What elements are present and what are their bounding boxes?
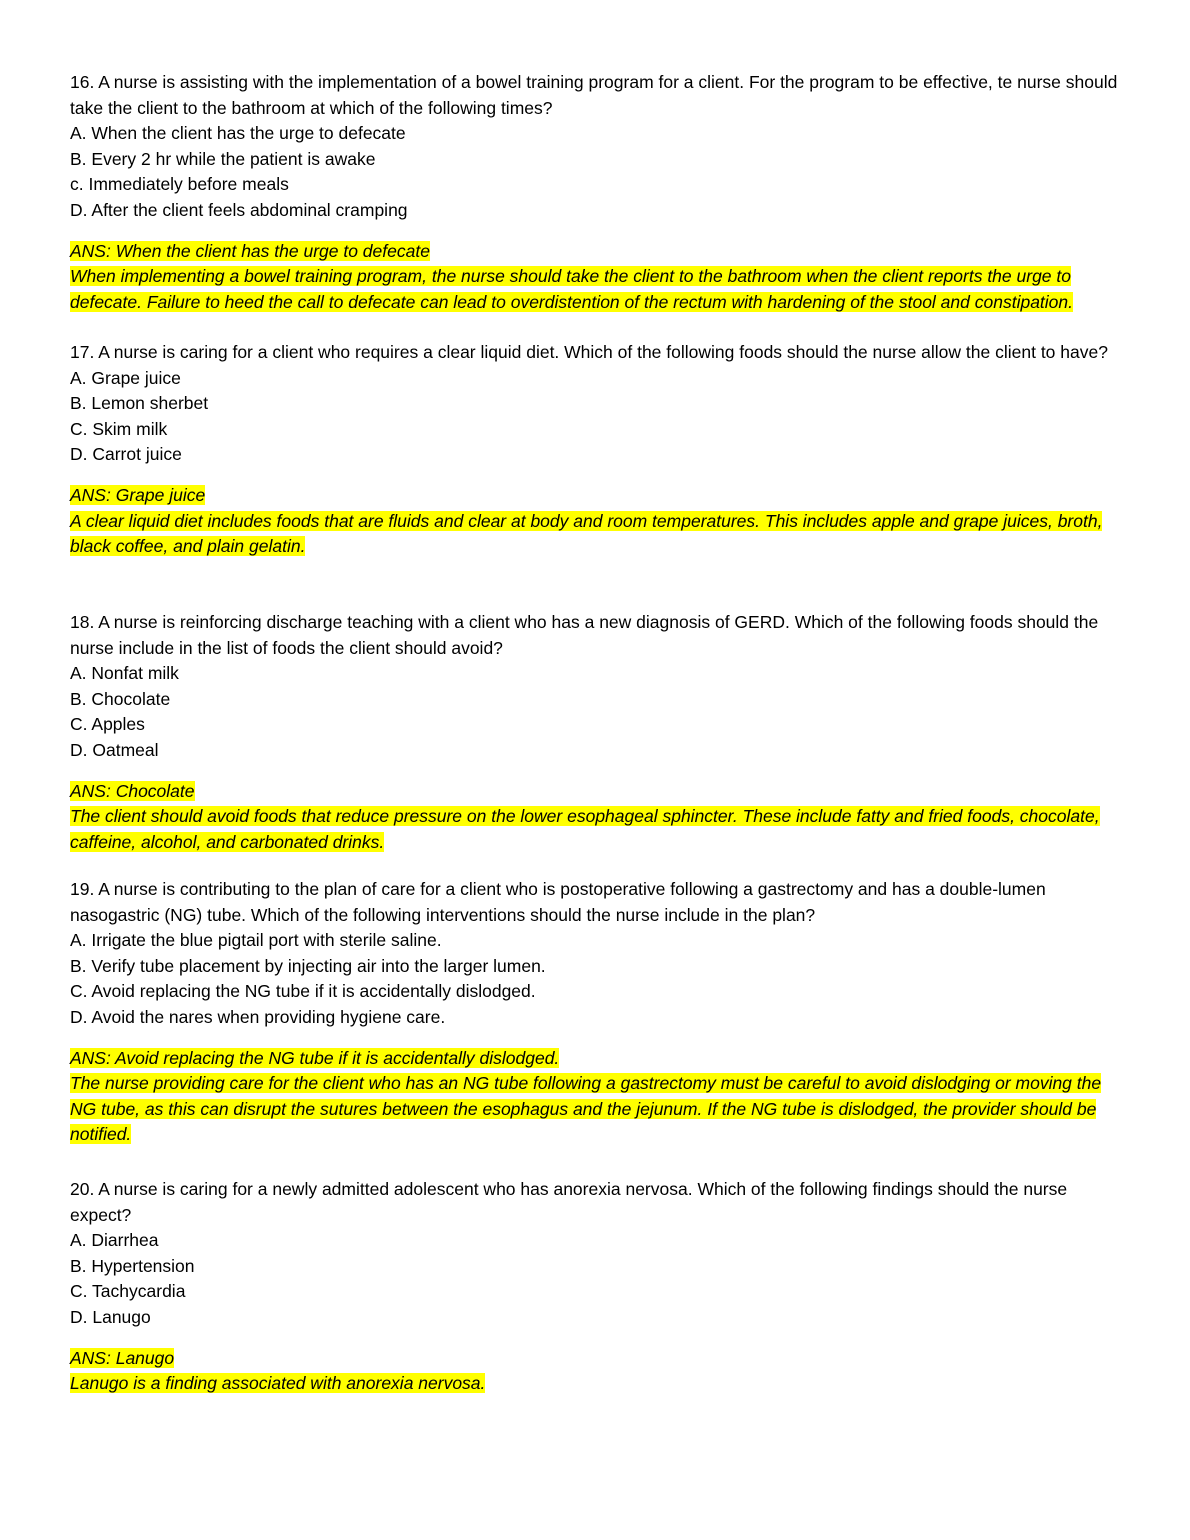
question-stem: 18. A nurse is reinforcing discharge teaching with a client who has a new diagnosis of GERD. Which of the following foods should the nurse include in the list of foods the client should avoid? — [70, 612, 1099, 658]
option-c: C. Apples — [70, 714, 145, 735]
option-a: A. Diarrhea — [70, 1230, 159, 1251]
option-b: B. Hypertension — [70, 1255, 195, 1276]
option-c: C. Avoid replacing the NG tube if it is accidentally dislodged. — [70, 981, 536, 1002]
option-d: D. Lanugo — [70, 1306, 151, 1327]
option-c: C. Skim milk — [70, 418, 168, 439]
answer-block — [70, 483, 1120, 560]
rationale-text: A clear liquid diet includes foods that are fluids and clear at body and room temperatures. This includes apple and grape juices, broth, black coffee, and plain gelatin. — [70, 510, 1103, 557]
answer-block — [70, 1346, 1120, 1397]
answer-line: ANS: Grape juice — [70, 484, 206, 505]
option-a: A. Nonfat milk — [70, 663, 179, 684]
answer-block — [70, 1046, 1120, 1148]
option-a: A. Irrigate the blue pigtail port with sterile saline. — [70, 930, 442, 951]
answer-line: ANS: Chocolate — [70, 780, 195, 801]
answer-block — [70, 779, 1120, 856]
option-a: A. Grape juice — [70, 367, 181, 388]
answer-line: ANS: Avoid replacing the NG tube if it is accidentally dislodged. — [70, 1047, 560, 1068]
option-b: B. Every 2 hr while the patient is awake — [70, 148, 376, 169]
question-17 — [70, 340, 1120, 560]
question-20 — [70, 1177, 1120, 1397]
answer-line: ANS: When the client has the urge to defecate — [70, 240, 430, 261]
question-18 — [70, 610, 1120, 855]
rationale-text: The nurse providing care for the client who has an NG tube following a gastrectomy must be careful to avoid dislodging or moving the NG tube, as this can disrupt the sutures between the esophagus and the jejunum. If the NG tube is dislodged, the provider should be notified. — [70, 1073, 1102, 1145]
question-stem: 16. A nurse is assisting with the implementation of a bowel training program for a client. For the program to be effective, te nurse should take the client to the bathroom at which of the following times? — [70, 72, 1118, 118]
option-d: D. Oatmeal — [70, 739, 159, 760]
option-b: B. Chocolate — [70, 688, 171, 709]
rationale-text: Lanugo is a finding associated with anorexia nervosa. — [70, 1373, 486, 1394]
option-d: D. After the client feels abdominal cramping — [70, 199, 408, 220]
option-c: c. Immediately before meals — [70, 174, 289, 195]
answer-block — [70, 239, 1120, 316]
question-stem: 17. A nurse is caring for a client who requires a clear liquid diet. Which of the following foods should the nurse allow the client to have? — [70, 342, 1108, 362]
question-stem: 19. A nurse is contributing to the plan of care for a client who is postoperative following a gastrectomy and has a double-lumen nasogastric (NG) tube. Which of the following interventions should the nurse include in the plan? — [70, 879, 1046, 925]
option-d: D. Carrot juice — [70, 444, 182, 465]
option-b: B. Lemon sherbet — [70, 393, 209, 414]
option-a: A. When the client has the urge to defecate — [70, 123, 406, 144]
option-b: B. Verify tube placement by injecting air into the larger lumen. — [70, 955, 546, 976]
question-16 — [70, 70, 1120, 315]
rationale-text: The client should avoid foods that reduce pressure on the lower esophageal sphincter. These include fatty and fried foods, chocolate, caffeine, alcohol, and carbonated drinks. — [70, 806, 1100, 852]
option-d: D. Avoid the nares when providing hygiene care. — [70, 1006, 446, 1027]
option-c: C. Tachycardia — [70, 1281, 186, 1302]
rationale-text: When implementing a bowel training program, the nurse should take the client to the bathroom when the client reports the urge to defecate. Failure to heed the call to defecate can lead to overdistention of the rectum with hardening of the stool and constipation. — [70, 266, 1074, 312]
answer-line: ANS: Lanugo — [70, 1347, 175, 1368]
question-19 — [70, 877, 1120, 1148]
question-stem: 20. A nurse is caring for a newly admitted adolescent who has anorexia nervosa. Which of the following findings should the nurse expect? — [70, 1179, 1068, 1225]
